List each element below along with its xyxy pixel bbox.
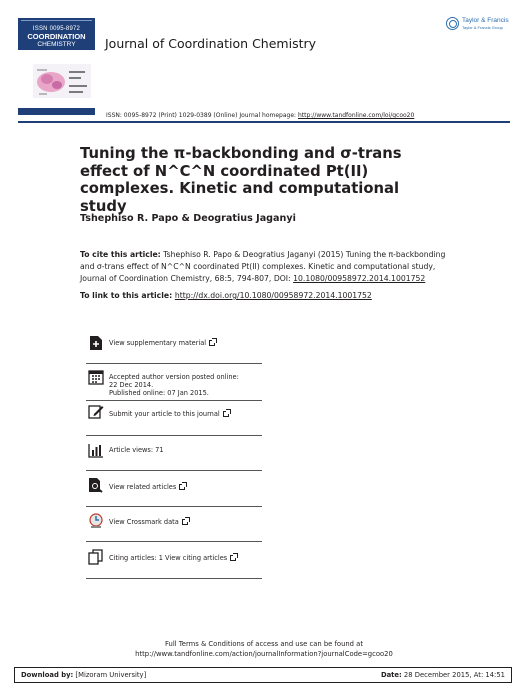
crossmark-label: View Crossmark data (109, 518, 179, 526)
pencil-icon (88, 403, 104, 419)
date-label: Date: (380, 671, 402, 679)
external-link-icon (209, 340, 215, 346)
related-articles-label: View related articles (109, 483, 177, 491)
cite-doi-link[interactable]: 10.1080/00958972.2014.1001752 (293, 274, 426, 283)
terms-url-link[interactable]: http://www.tandfonline.com/action/journalInformation?journalCode=gcoo20 (135, 649, 393, 658)
external-link-icon (223, 411, 229, 417)
journal-title[interactable]: Journal of Coordination Chemistry (105, 36, 317, 51)
cite-text: Tshephiso R. Papo & Deogratius Jaganyi (2015) Tuning the π-backbonding and σ-trans effect of N^C^N coordinated Pt(II) complexes. Kinetic and computational study, Journal of Coordination Chemistry, 68:5, 794-807, DOI: (80, 250, 446, 283)
tf-logo-icon (446, 17, 459, 30)
publisher-subname: Taylor & Francis Group (462, 25, 503, 30)
download-date (381, 671, 505, 679)
crossmark-icon (88, 513, 104, 529)
publication-dates-row (86, 363, 262, 401)
external-link-icon (179, 484, 185, 490)
copy-documents-icon (88, 549, 104, 565)
publisher-name: Taylor & Francis (462, 17, 509, 24)
search-document-icon (88, 477, 104, 493)
cover-illustration (33, 64, 91, 98)
article-title: Tuning the π-backbonding and σ-trans effect of N^C^N coordinated Pt(II) complexes. Kinetic and computational study (80, 145, 402, 215)
supplementary-row[interactable] (86, 328, 262, 364)
citing-articles-row[interactable] (86, 541, 262, 579)
citation-block (80, 249, 460, 285)
external-link-icon (182, 519, 188, 525)
crossmark-row[interactable] (86, 506, 262, 542)
link-label: To link to this article: (80, 291, 175, 300)
publisher-logo[interactable] (446, 16, 512, 34)
article-link-line (80, 291, 372, 300)
cite-label: To cite this article: (80, 250, 161, 259)
bar-chart-icon (88, 442, 104, 458)
terms-line: Full Terms & Conditions of access and use can be found at (165, 640, 363, 648)
citing-articles-label: Citing articles: 1 View citing articles (109, 554, 228, 562)
journal-cover (18, 18, 95, 50)
issn-line (106, 112, 414, 119)
article-doi-link[interactable]: http://dx.doi.org/10.1080/00958972.2014.1001752 (174, 291, 372, 300)
article-authors: Tshephiso R. Papo & Deogratius Jaganyi (80, 213, 296, 224)
date-value: 28 December 2015, At: 14:51 (401, 671, 505, 679)
submit-article-label: Submit your article to this journal (109, 410, 220, 418)
article-views-label: Article views: 71 (109, 446, 164, 454)
cover-title-line2: CHEMISTRY (37, 41, 76, 48)
cover-strip (18, 108, 95, 115)
external-link-icon (230, 555, 236, 561)
plus-document-icon (88, 335, 104, 351)
download-value: [Mizoram University] (73, 671, 147, 679)
download-label: Download by: (21, 671, 74, 679)
download-info-bar (14, 667, 512, 683)
accepted-date-label: Accepted author version posted online: 22 Dec 2014. (109, 373, 239, 389)
header-rule (18, 121, 510, 123)
download-by (21, 671, 146, 679)
supplementary-label: View supplementary material (109, 339, 207, 347)
issn-text: ISSN: 0095-8972 (Print) 1029-0389 (Online) Journal homepage: (106, 112, 298, 119)
calendar-icon (88, 369, 104, 385)
cover-issn: ISSN 0095-8972 (32, 26, 81, 32)
published-date-label: Published online: 07 Jan 2015. (109, 389, 209, 397)
related-articles-row[interactable] (86, 470, 262, 507)
journal-homepage-link[interactable]: http://www.tandfonline.com/loi/gcoo20 (297, 112, 415, 119)
terms-footer (0, 640, 528, 659)
submit-article-row[interactable] (86, 400, 262, 436)
article-views-row (86, 435, 262, 471)
cover-title-line1: COORDINATION (27, 32, 86, 41)
